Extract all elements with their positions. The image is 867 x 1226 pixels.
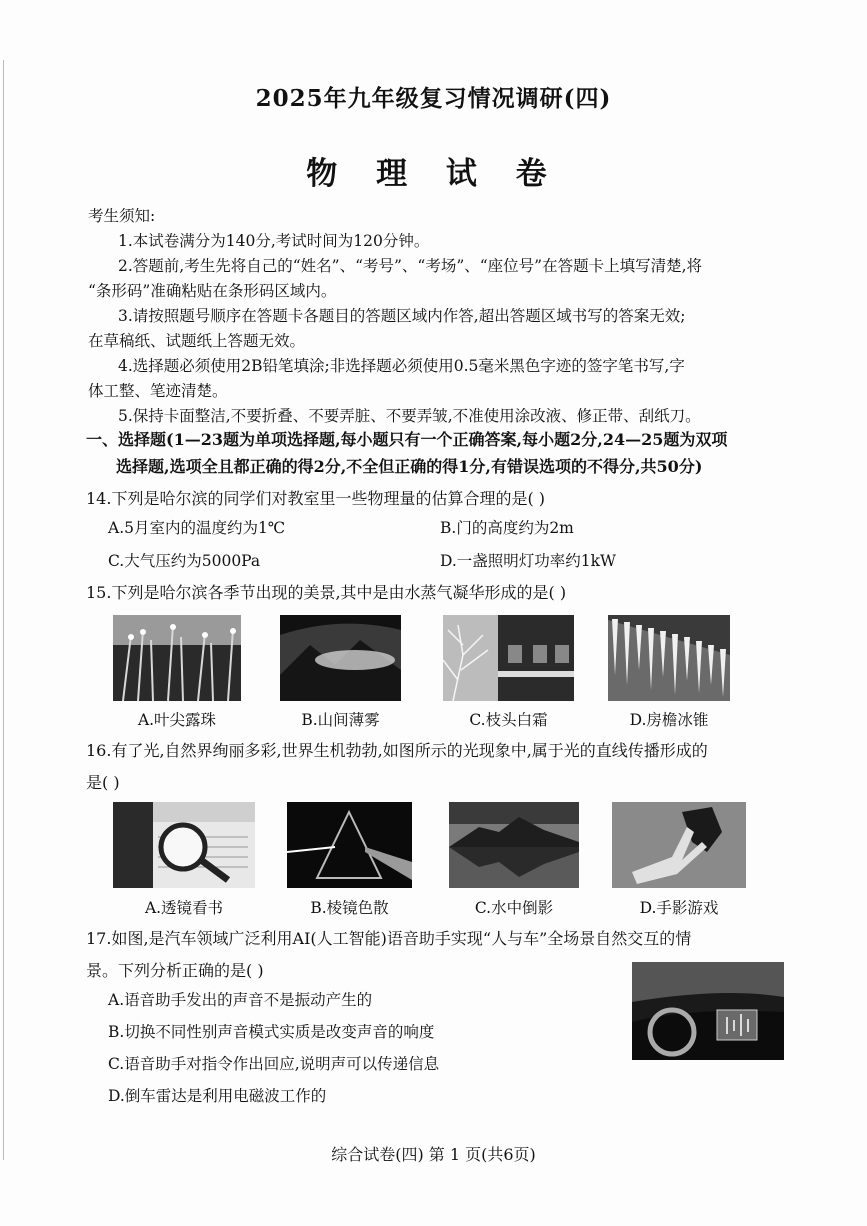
- q15-caption-c: C.枝头白霜: [469, 711, 548, 729]
- q17-option-a: A.语音助手发出的声音不是振动产生的: [108, 991, 373, 1009]
- leaf-dew-image: [113, 615, 241, 701]
- notice-item: “条形码”准确粘贴在条形码区域内。: [88, 282, 337, 300]
- exam-title: 2025年九年级复习情况调研(四): [255, 85, 612, 112]
- q16-caption-d: D.手影游戏: [639, 899, 719, 917]
- prism-dispersion-image: [287, 802, 412, 888]
- q16-caption-a: A.透镜看书: [144, 899, 224, 917]
- section-line-1: 一、选择题(1—23题为单项选择题,每小题只有一个正确答案,每小题2分,24—25题为双项: [86, 430, 728, 449]
- notice-heading: 考生须知:: [88, 207, 156, 225]
- question-15-stem: 15.下列是哈尔滨各季节出现的美景,其中是由水蒸气凝华形成的是( ): [86, 583, 567, 602]
- question-16-stem: [86, 738, 796, 796]
- question-14-stem: 14.下列是哈尔滨的同学们对教室里一些物理量的估算合理的是( ): [86, 489, 546, 508]
- page-edge-line: [3, 60, 4, 1160]
- magnifier-book-image: [113, 802, 255, 888]
- q14-option-a: A.5月室内的温度约为1℃: [108, 519, 286, 537]
- question-16-stem-line-2: 是( ): [86, 773, 120, 792]
- notice-item: 1.本试卷满分为140分,考试时间为120分钟。: [118, 232, 430, 250]
- question-14-options: [108, 516, 768, 576]
- page-footer: 综合试卷(四) 第 1 页(共6页): [331, 1145, 536, 1164]
- notice-item: 在草稿纸、试题纸上答题无效。: [88, 332, 306, 350]
- q14-option-b: B.门的高度约为2m: [440, 519, 574, 537]
- q15-caption-a: A.叶尖露珠: [137, 711, 217, 729]
- q16-caption-c: C.水中倒影: [474, 899, 554, 917]
- notice-item: 5.保持卡面整洁,不要折叠、不要弄脏、不要弄皱,不准使用涂改液、修正带、刮纸刀。: [118, 407, 701, 425]
- q14-option-d: D.一盏照明灯功率约1kW: [440, 552, 616, 570]
- notice-item: 4.选择题必须使用2B铅笔填涂;非选择题必须使用0.5毫米黑色字迹的签字笔书写,字: [118, 357, 685, 375]
- notice-item: 体工整、笔迹清楚。: [88, 382, 228, 400]
- notice-item: 2.答题前,考生先将自己的“姓名”、“考号”、“考场”、“座位号”在答题卡上填写清楚,将: [118, 257, 703, 275]
- frost-branch-image: [443, 615, 574, 701]
- section-line-2: 选择题,选项全且都正确的得2分,不全但正确的得1分,有错误选项的不得分,共50分): [116, 457, 703, 476]
- question-17-options: [108, 988, 768, 1108]
- hand-shadow-image: [612, 802, 746, 888]
- q14-option-c: C.大气压约为5000Pa: [108, 552, 261, 570]
- q17-option-d: D.倒车雷达是利用电磁波工作的: [108, 1087, 327, 1105]
- exam-notice: [88, 204, 798, 429]
- question-16-stem-line-1: 16.有了光,自然界绚丽多彩,世界生机勃勃,如图所示的光现象中,属于光的直线传播形成的: [86, 741, 708, 760]
- q15-caption-d: D.房檐冰锥: [629, 711, 709, 729]
- q15-caption-b: B.山间薄雾: [301, 711, 380, 729]
- mountain-mist-image: [280, 615, 401, 701]
- q17-option-c: C.语音助手对指令作出回应,说明声可以传递信息: [108, 1055, 440, 1073]
- q16-caption-b: B.棱镜色散: [310, 899, 389, 917]
- water-reflection-image: [449, 802, 579, 888]
- section-heading: [86, 426, 801, 480]
- question-17-stem-line-2: 景。下列分析正确的是( ): [86, 961, 264, 980]
- question-17-stem-line-1: 17.如图,是汽车领域广泛利用AI(人工智能)语音助手实现“人与车”全场景自然交互的情: [86, 929, 692, 948]
- q17-option-b: B.切换不同性别声音模式实质是改变声音的响度: [108, 1023, 435, 1041]
- icicle-eaves-image: [608, 615, 730, 701]
- notice-item: 3.请按照题号顺序在答题卡各题目的答题区域内作答,超出答题区域书写的答案无效;: [118, 307, 686, 325]
- exam-subtitle: 物 理 试 卷: [306, 156, 561, 192]
